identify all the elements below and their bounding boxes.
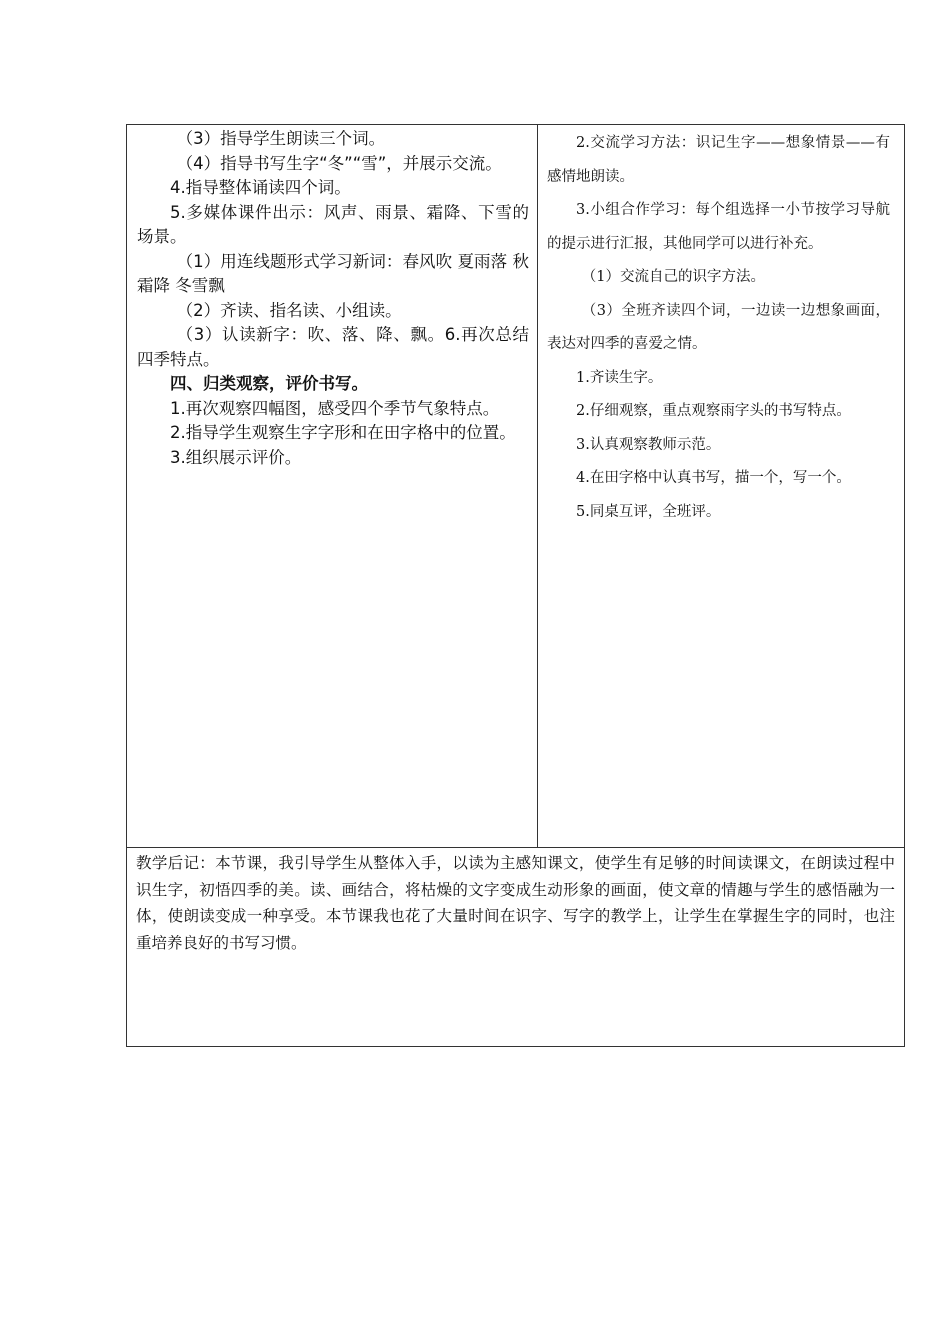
right-line: （1）交流自己的识字方法。 bbox=[581, 269, 766, 285]
left-line: 1.再次观察四幅图，感受四个季节气象特点。 bbox=[170, 398, 500, 418]
right-line: （3）全班齐读四个词，一边读一边想象画面，表达对四季的喜爱之情。 bbox=[547, 302, 890, 352]
teacher-activity-cell bbox=[127, 125, 538, 847]
right-line: 1.齐读生字。 bbox=[576, 369, 663, 386]
teaching-postscript-cell bbox=[127, 847, 904, 1046]
lesson-plan-table bbox=[126, 124, 905, 1047]
right-line: 4.在田字格中认真书写，描一个，写一个。 bbox=[576, 470, 851, 486]
left-line: （1）用连线题形式学习新词：春风吹 夏雨落 秋霜降 冬雪飘 bbox=[137, 251, 529, 295]
left-line: （3）指导学生朗读三个词。 bbox=[176, 129, 386, 148]
left-line: （2）齐读、指名读、小组读。 bbox=[176, 300, 402, 320]
left-line: 4.指导整体诵读四个词。 bbox=[170, 178, 351, 197]
right-line: 5.同桌互评，全班评。 bbox=[576, 503, 721, 520]
left-line: （4）指导书写生字“冬”“雪”，并展示交流。 bbox=[176, 153, 502, 173]
left-line: （3）认读新字：吹、落、降、飘。6.再次总结四季特点。 bbox=[137, 325, 529, 369]
left-line: 5.多媒体课件出示：风声、雨景、霜降、下雪的场景。 bbox=[137, 202, 529, 246]
left-line: 2.指导学生观察生字字形和在田字格中的位置。 bbox=[170, 423, 516, 442]
student-activity-cell bbox=[538, 125, 904, 847]
postscript-text: 教学后记：本节课，我引导学生从整体入手，以读为主感知课文，使学生有足够的时间读课文，在朗读过程中识生字，初悟四季的美。读、画结合，将枯燥的文字变成生动形象的画面，使文章的情趣与学生的感悟融为一体，使朗读变成一种享受。本节课我也花了大量时间在识字、写字的教学上，让学生在掌握生字的同时，也注重培养良好的书写习惯。 bbox=[136, 854, 895, 952]
right-line: 3.小组合作学习：每个组选择一小节按学习导航的提示进行汇报，其他同学可以进行补充。 bbox=[547, 202, 890, 252]
right-line: 2.仔细观察，重点观察雨字头的书写特点。 bbox=[576, 403, 851, 419]
left-line: 3.组织展示评价。 bbox=[170, 447, 302, 467]
right-line: 2.交流学习方法：识记生字——想象情景——有感情地朗读。 bbox=[547, 135, 890, 185]
right-line: 3.认真观察教师示范。 bbox=[576, 436, 721, 453]
section-heading: 四、归类观察，评价书写。 bbox=[170, 374, 368, 393]
